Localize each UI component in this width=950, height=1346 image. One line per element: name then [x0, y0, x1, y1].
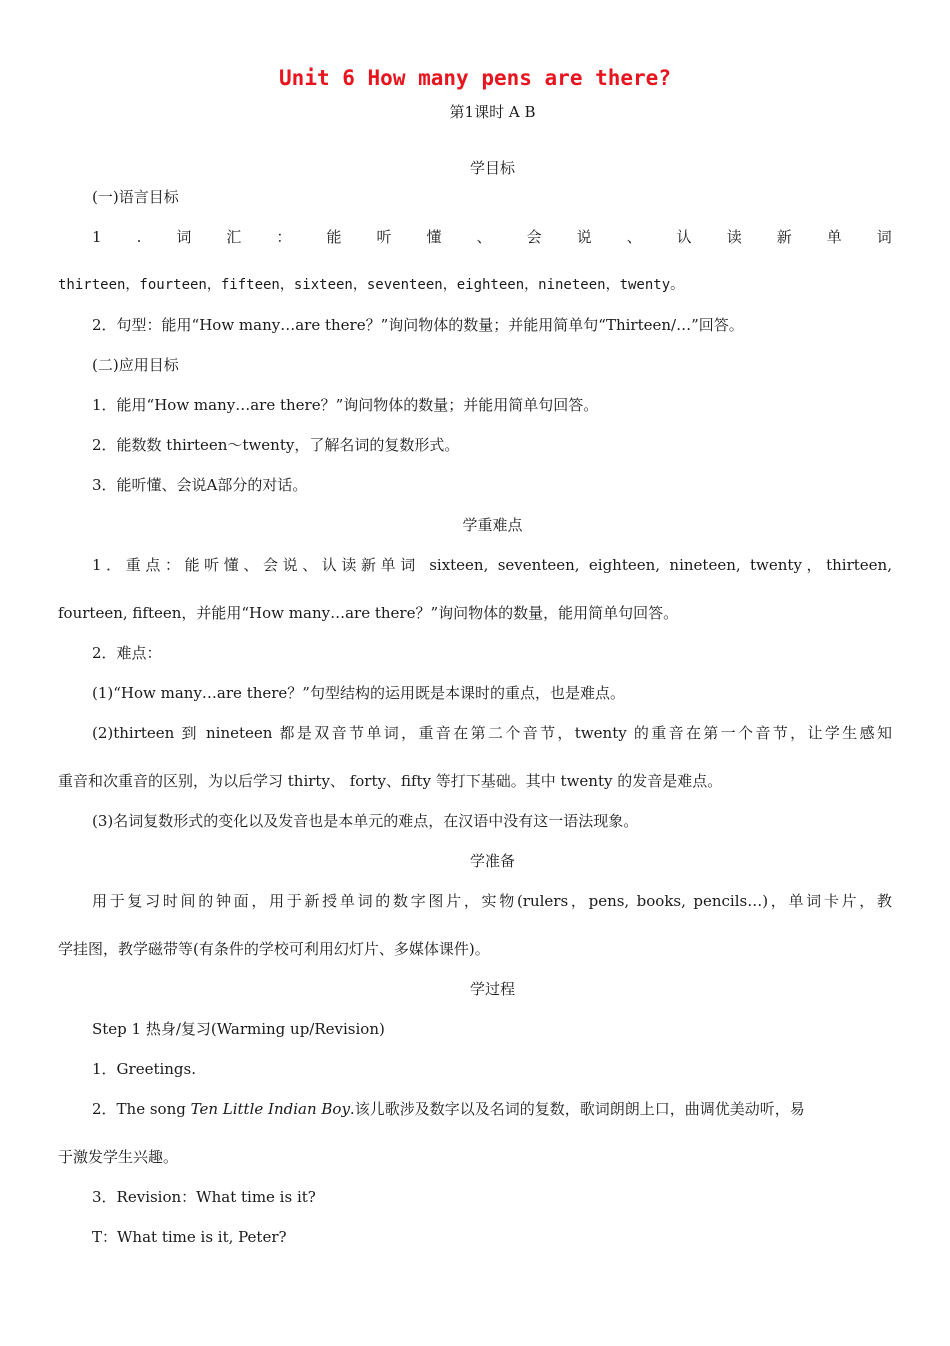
difficulty-heading: 2．难点：	[92, 644, 162, 662]
language-goals-heading: (一)语言目标	[92, 188, 179, 206]
application-goal-3: 3．能听懂、会说A部分的对话。	[92, 476, 308, 494]
vocab-char: ：	[276, 228, 292, 246]
song-item-line-a	[92, 1099, 805, 1119]
application-goal-2: 2．能数数 thirteen～twenty，了解名词的复数形式。	[92, 436, 460, 454]
vocab-words: thirteen，fourteen，fifteen，sixteen，seventeen，eighteen，nineteen，twenty。	[58, 277, 685, 293]
difficulty-2-line-b: 重音和次重音的区别，为以后学习 thirty、 forty、fifty 等打下基础。其中 twenty 的发音是难点。	[58, 772, 723, 790]
difficulty-2-line-a: (2)thirteen 到 nineteen 都是双音节单词，重音在第二个音节，twenty 的重音在第一个音节，让学生感知	[92, 724, 892, 742]
revision-item: 3．Revision：What time is it?	[92, 1188, 316, 1206]
vocab-char: 汇	[226, 228, 242, 246]
vocab-char: 1	[92, 228, 102, 246]
process-heading: 学过程	[469, 980, 515, 998]
application-goal-1: 1．能用“How many…are there？”询问物体的数量；并能用简单句回答。	[92, 396, 599, 414]
lesson-subtitle: 第1课时 A B	[449, 103, 536, 121]
vocab-char: 单	[826, 228, 842, 246]
preparation-heading: 学准备	[469, 852, 515, 870]
greetings-item: 1．Greetings.	[92, 1060, 197, 1078]
song-prefix: 2．The song	[92, 1100, 191, 1118]
key-point-1-line-a: 1．重点：能听懂、会说、认读新单词 sixteen, seventeen, eighteen, nineteen, twenty，thirteen,	[92, 556, 892, 574]
song-title: Ten Little Indian Boy	[190, 1100, 350, 1118]
vocab-char: 词	[176, 228, 192, 246]
key-points-heading: 学重难点	[462, 516, 523, 534]
preparation-line-a: 用于复习时间的钟面，用于新授单词的数字图片，实物(rulers，pens, books, pencils…)，单词卡片，教	[92, 892, 892, 910]
vocab-char: .	[136, 228, 142, 246]
difficulty-1: (1)“How many…are there？”句型结构的运用既是本课时的重点，也是难点。	[92, 684, 625, 702]
vocab-char: 能	[326, 228, 342, 246]
song-description: .该儿歌涉及数字以及名词的复数，歌词朗朗上口，曲调优美动听，易	[349, 1100, 805, 1118]
song-item-line-b: 于激发学生兴趣。	[58, 1148, 179, 1166]
application-goals-heading: (二)应用目标	[92, 356, 179, 374]
preparation-line-b: 学挂图，教学磁带等(有条件的学校可利用幻灯片、多媒体课件)。	[58, 940, 490, 958]
step-1-heading: Step 1 热身/复习(Warming up/Revision)	[92, 1020, 385, 1038]
vocab-char: 、	[626, 228, 642, 246]
key-point-1-line-b: fourteen, fifteen，并能用“How many…are there？”询问物体的数量，能用简单句回答。	[58, 604, 679, 622]
vocab-char: 懂	[426, 228, 442, 246]
sentence-goal: 2．句型：能用“How many…are there？”询问物体的数量；并能用简单句“Thirteen/…”回答。	[92, 316, 744, 334]
difficulty-3: (3)名词复数形式的变化以及发音也是本单元的难点，在汉语中没有这一语法现象。	[92, 812, 639, 830]
vocab-char: 词	[876, 228, 892, 246]
vocab-char: 听	[376, 228, 392, 246]
goals-heading: 学目标	[469, 159, 515, 177]
vocab-line	[92, 227, 892, 247]
teacher-line: T：What time is it, Peter?	[92, 1228, 287, 1246]
vocab-char: 新	[776, 228, 792, 246]
vocab-char: 会	[526, 228, 542, 246]
vocab-char: 认	[676, 228, 692, 246]
document-title: Unit 6 How many pens are there?	[279, 66, 671, 90]
vocab-char: 说	[576, 228, 592, 246]
vocab-char: 、	[476, 228, 492, 246]
vocab-char: 读	[726, 228, 742, 246]
